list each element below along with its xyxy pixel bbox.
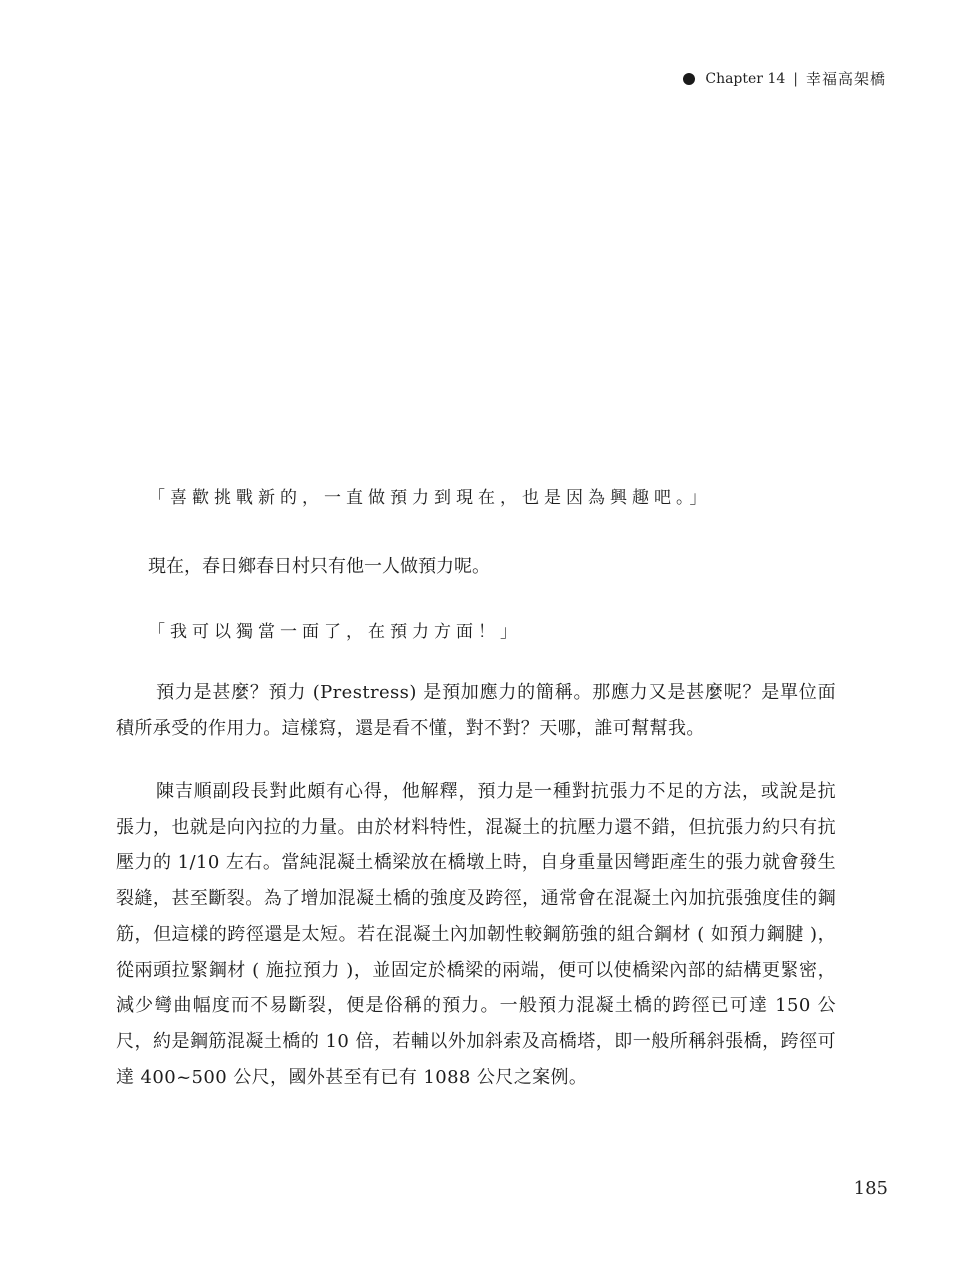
- dialogue-quote-2: 「我可以獨當一面了，在預力方面！」: [148, 622, 522, 642]
- paragraph-prestress-definition: 預力是甚麼？預力 (Prestress) 是預加應力的簡稱。那應力又是甚麼呢？是單位面積所承受的作用力。這樣寫，還是看不懂，對不對？天哪，誰可幫幫我。: [116, 682, 836, 739]
- narration-line: 現在，春日鄉春日村只有他一人做預力呢。: [148, 556, 490, 577]
- header-separator: |: [793, 70, 798, 87]
- bullet-dot-icon: [683, 73, 695, 85]
- running-header: [683, 68, 886, 89]
- paragraph-prestress-explanation: 陳吉順副段長對此頗有心得，他解釋，預力是一種對抗張力不足的方法，或說是抗張力，也就是向內拉的力量。由於材料特性，混凝土的抗壓力還不錯，但抗張力約只有抗壓力的 1/10 左右。當純混凝土橋梁放在橋墩上時，自身重量因彎距產生的張力就會發生裂縫，甚至斷裂。為了增加混凝土橋的強度及跨徑，通常會在混凝土內加抗張強度佳的鋼筋，但這樣的跨徑還是太短。若在混凝土內加韌性較鋼筋強的組合鋼材 ( 如預力鋼腱 )，從兩頭拉緊鋼材 ( 施拉預力 )，並固定於橋梁的兩端，便可以使橋梁內部的結構更緊密，減少彎曲幅度而不易斷裂，便是俗稱的預力。一般預力混凝土橋的跨徑已可達 150 公尺，約是鋼筋混凝土橋的 10 倍，若輔以外加斜索及高橋塔，即一般所稱斜張橋，跨徑可達 400~500 公尺，國外甚至有已有 1088 公尺之案例。: [116, 781, 836, 1088]
- dialogue-quote-1: 「喜歡挑戰新的，一直做預力到現在，也是因為興趣吧。」: [148, 488, 712, 508]
- chapter-label: Chapter 14: [705, 70, 786, 87]
- chapter-title: 幸福高架橋: [805, 70, 886, 88]
- page-number: 185: [853, 1178, 888, 1199]
